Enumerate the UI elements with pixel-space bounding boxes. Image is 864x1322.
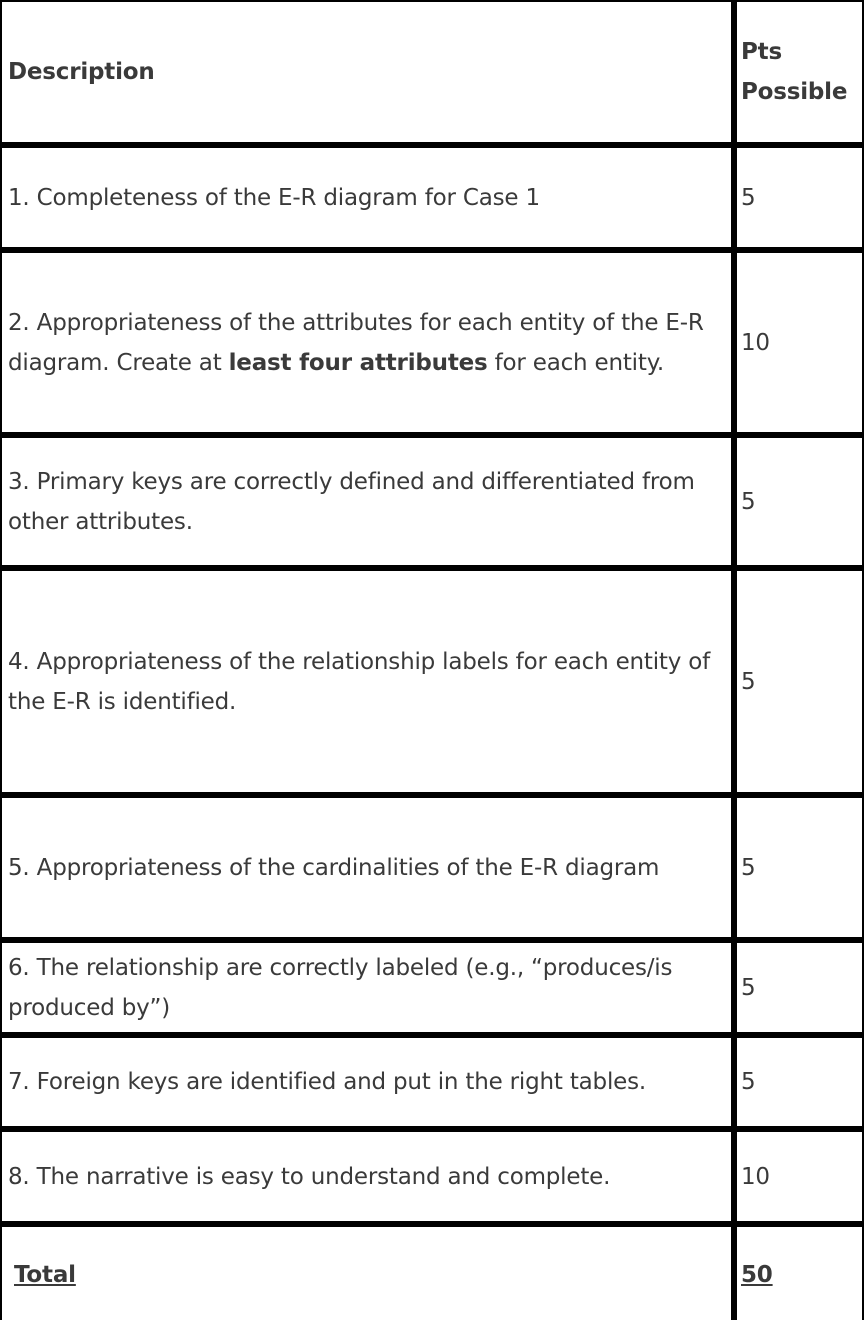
table-row-2-points: 10 — [737, 253, 862, 432]
total-points: 50 — [737, 1227, 862, 1322]
table-row-8-points: 10 — [737, 1132, 862, 1221]
table-row-5-points: 5 — [737, 798, 862, 937]
header-points: Pts Possible — [737, 2, 862, 142]
table-row-8-description: 8. The narrative is easy to understand and complete. — [2, 1132, 731, 1221]
table-row-7-description: 7. Foreign keys are identified and put in the right tables. — [2, 1038, 731, 1126]
table-row-3-description: 3. Primary keys are correctly defined and differentiated from other attributes. — [2, 438, 731, 565]
table-row-3-points: 5 — [737, 438, 862, 565]
table-row-6-points: 5 — [737, 943, 862, 1032]
header-description: Description — [2, 2, 731, 142]
table-row-1-description: 1. Completeness of the E-R diagram for Case 1 — [2, 148, 731, 247]
table-row-4-description: 4. Appropriateness of the relationship labels for each entity of the E-R is identified. — [2, 571, 731, 792]
table-row-5-description: 5. Appropriateness of the cardinalities of the E-R diagram — [2, 798, 731, 937]
table-row-7-points: 5 — [737, 1038, 862, 1126]
table-row-1-points: 5 — [737, 148, 862, 247]
total-label: Total — [2, 1227, 731, 1322]
table-row-6-description: 6. The relationship are correctly labeled (e.g., “produces/is produced by”) — [2, 943, 731, 1032]
table-row-2-description: 2. Appropriateness of the attributes for each entity of the E-R diagram. Create at least four attributes for each entity. — [2, 253, 731, 432]
table-row-4-points: 5 — [737, 571, 862, 792]
